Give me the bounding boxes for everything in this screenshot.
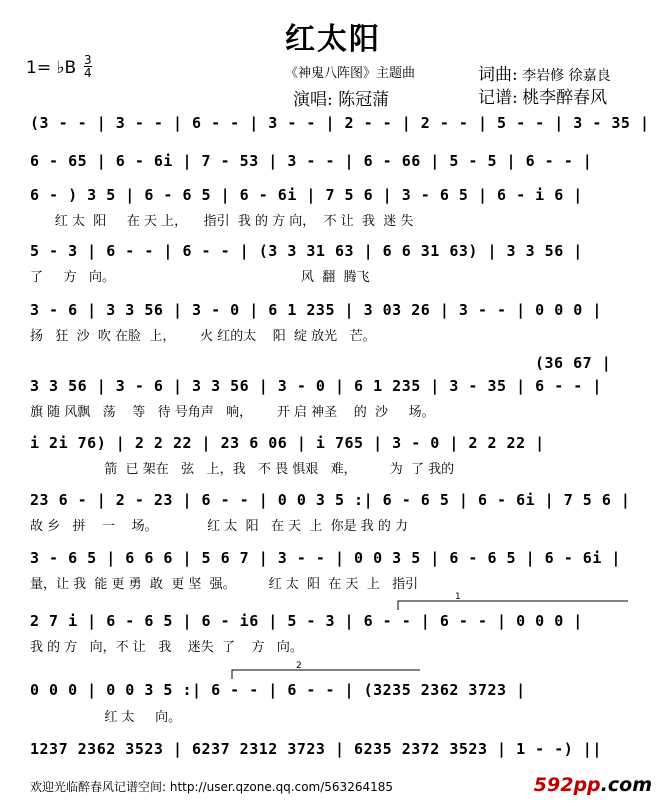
score-row: (3 - - | 3 - - | 6 - - | 3 - - | 2 - - | 2 - - | 5 - - | 3 - 35 | xyxy=(30,114,650,132)
score-row: 3 - 6 | 3 3 56 | 3 - 0 | 6 1 235 | 3 03 26 | 3 - - | 0 0 0 | xyxy=(30,301,602,319)
lyricist-credit xyxy=(478,60,611,85)
site-logo xyxy=(534,774,652,796)
lyric-line: 红 太 向。 xyxy=(30,710,182,725)
lyric-line: 了 方 向。 风 翻 腾飞 xyxy=(30,270,370,285)
score-row: (36 67 | xyxy=(535,354,612,372)
score-row: 3 3 56 | 3 - 6 | 3 3 56 | 3 - 0 | 6 1 235 | 3 - 35 | 6 - - | xyxy=(30,377,602,395)
time-numerator: 3 xyxy=(84,53,92,67)
key-signature: 1= ♭B xyxy=(26,58,77,78)
lyricist-label: 词曲: xyxy=(478,65,518,85)
score-row: 5 - 3 | 6 - - | 6 - - | (3 3 31 63 | 6 6 31 63) | 3 3 56 | xyxy=(30,242,583,260)
score-row: 23 6 - | 2 - 23 | 6 - - | 0 0 3 5 :| 6 - 6 5 | 6 - 6i | 7 5 6 | xyxy=(30,491,631,509)
singer: 演唱: 陈冠蒲 xyxy=(293,90,390,110)
lyric-line: 箭 已 架在 弦 上，我 不 畏 惧艰 难， 为 了 我的 xyxy=(30,462,455,477)
lyric-line: 旗 随 风飘 荡 等 待 号角声 响， 开 启 神圣 的 沙 场。 xyxy=(30,405,435,420)
lyric-line: 量，让 我 能 更 勇 敢 更 坚 强。 红 太 阳 在 天 上 指引 xyxy=(30,577,419,592)
score-row: 0 0 0 | 0 0 3 5 :| 6 - - | 6 - - | (3235 2362 3723 | xyxy=(30,681,526,699)
subtitle: 《神鬼八阵图》主题曲 xyxy=(285,66,416,81)
lyricist-name: 李岩修 徐嘉良 xyxy=(522,68,611,84)
footer-text: 欢迎光临醉春风记谱空间: http://user.qzone.qq.com/563264185 xyxy=(30,780,394,794)
time-denominator: 4 xyxy=(84,66,92,80)
volta-1-label: 1 xyxy=(455,592,461,602)
time-signature xyxy=(84,54,92,79)
site-logo-domain: .com xyxy=(600,774,652,796)
volta-1-bracket xyxy=(398,592,628,610)
transcriber-name: 桃李醉春风 xyxy=(522,88,608,108)
lyric-line: 扬 狂 沙 吹 在脸 上， 火 红的太 阳 绽 放光 芒。 xyxy=(30,329,376,344)
transcriber-label: 记谱: xyxy=(478,88,518,108)
score-row: 2 7 i | 6 - 6 5 | 6 - i6 | 5 - 3 | 6 - - | 6 - - | 0 0 0 | xyxy=(30,612,583,630)
song-title: 红太阳 xyxy=(285,22,381,57)
site-logo-number: 592pp xyxy=(533,774,601,796)
transcriber-credit xyxy=(478,83,607,108)
volta-2-label: 2 xyxy=(296,661,302,671)
lyric-line: 红 太 阳 在 天 上， 指引 我 的 方 向， 不 让 我 迷 失 xyxy=(30,214,414,229)
score-row: 6 - ) 3 5 | 6 - 6 5 | 6 - 6i | 7 5 6 | 3 - 6 5 | 6 - i 6 | xyxy=(30,186,583,204)
lyric-line: 我 的 方 向，不 让 我 迷失 了 方 向。 xyxy=(30,640,303,655)
score-row: 6 - 65 | 6 - 6i | 7 - 53 | 3 - - | 6 - 66 | 5 - 5 | 6 - - | xyxy=(30,152,593,170)
score-row: 3 - 6 5 | 6 6 6 | 5 6 7 | 3 - - | 0 0 3 5 | 6 - 6 5 | 6 - 6i | xyxy=(30,549,621,567)
lyric-line: 故 乡 拼 一 场。 红 太 阳 在 天 上 你是 我 的 力 xyxy=(30,519,409,534)
volta-2-bracket xyxy=(232,661,420,679)
score-row: 1237 2362 3523 | 6237 2312 3723 | 6235 2372 3523 | 1 - -) || xyxy=(30,740,602,758)
score-row: i 2i 76) | 2 2 22 | 23 6 06 | i 765 | 3 - 0 | 2 2 22 | xyxy=(30,434,545,452)
